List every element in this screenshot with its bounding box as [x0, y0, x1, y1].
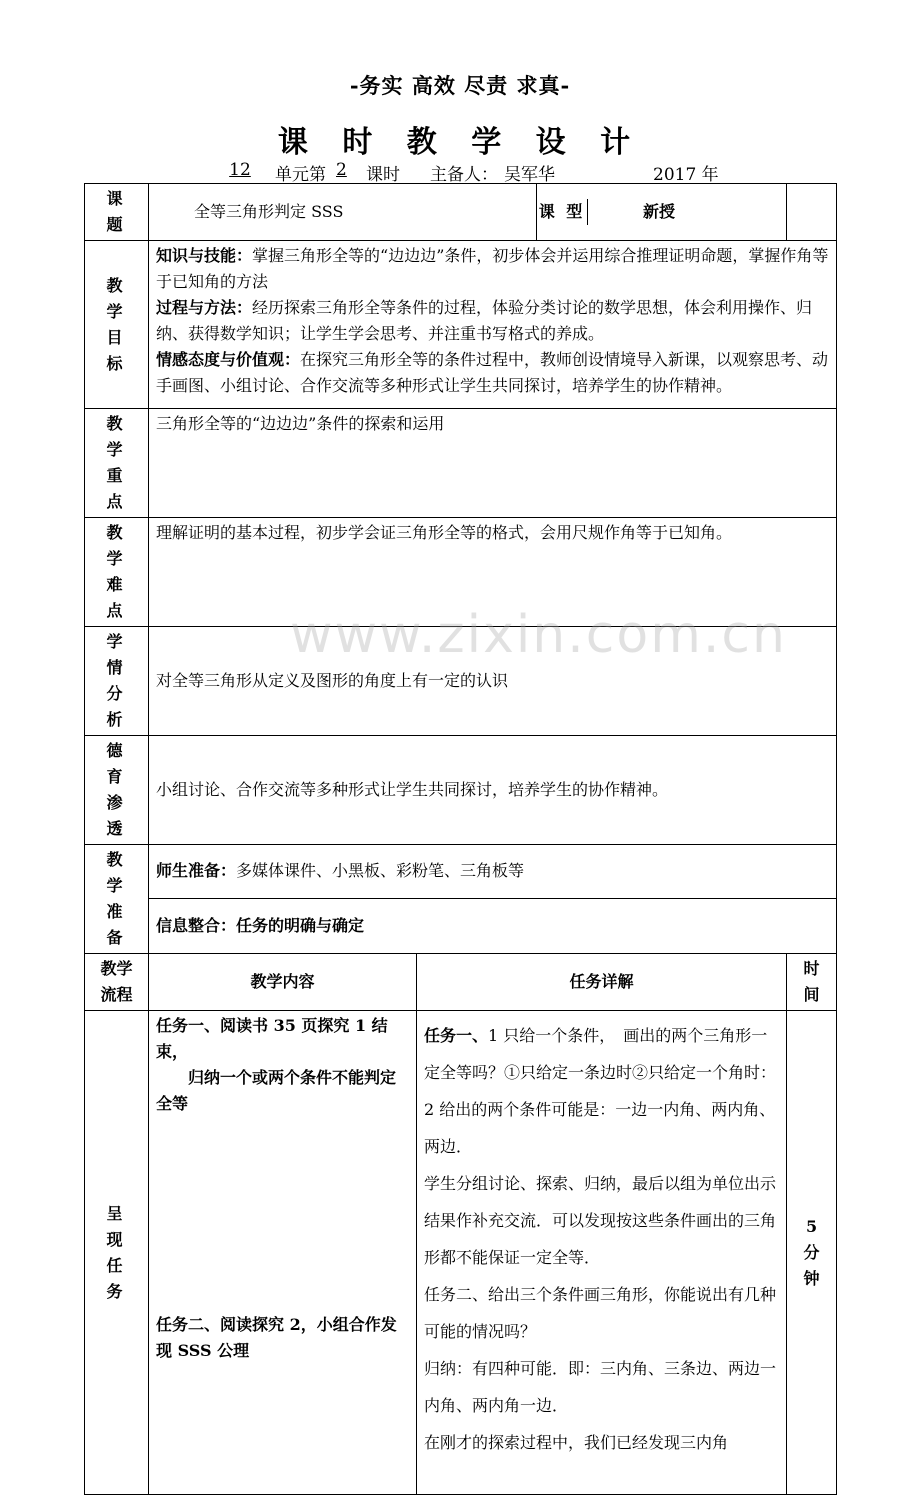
key-point-row	[85, 409, 837, 518]
preparation-row-2	[85, 898, 837, 953]
unit-label: 单元第	[275, 165, 326, 185]
flow-header-label: 教学 流程	[85, 954, 149, 1011]
stage-label: 呈 现 任 务	[85, 1011, 149, 1495]
moral-label: 德 育 渗 透	[85, 736, 149, 845]
integration-cell	[149, 898, 837, 953]
task1-title: 任务一、阅读书 35 页探究 1 结束，	[156, 1016, 388, 1061]
materials-cell	[149, 845, 837, 899]
detail-p3: 学生分组讨论、探索、归纳，最后以组为单位出示结果作补充交流．可以发现按这些条件画出的三角形都不能保证一定全等．	[424, 1174, 777, 1267]
detail-p5: 归纳：有四种可能．即：三内角、三条边、两边一内角、两内角一边．	[424, 1359, 777, 1415]
difficulty-label: 教 学 难 点	[85, 518, 149, 627]
knowledge-label: 知识与技能：	[156, 246, 253, 265]
year: 2017 年	[653, 165, 719, 185]
difficulty-row	[85, 518, 837, 627]
detail-p6: 在刚才的探索过程中，我们已经发现三内角	[424, 1433, 729, 1452]
lesson-plan-table	[84, 183, 837, 1495]
watermark: www.zixin.com.cn	[290, 605, 787, 665]
preparation-label: 教 学 准 备	[85, 845, 149, 954]
detail-p2: 2 给出的两个条件可能是：一边一内角、两内角、两边．	[424, 1100, 776, 1156]
content-header: 教学内容	[149, 954, 417, 1011]
objectives-row	[85, 241, 837, 409]
integration-label: 信息整合：	[156, 915, 237, 935]
student-analysis-text: 对全等三角形从定义及图形的角度上有一定的认识	[149, 627, 837, 736]
task-content-cell	[149, 1011, 417, 1495]
process-text: 经历探索三角形全等条件的过程，体验分类讨论的数学思想，体会利用操作、归纳、获得数学知识；让学生学会思考、并注重书写格式的养成。	[156, 298, 813, 343]
task1-note: 归纳一个或两个条件不能判定全等	[156, 1068, 397, 1113]
task2-title: 任务二、阅读探究 2，小组合作发现 SSS 公理	[156, 1315, 397, 1360]
moral-row	[85, 736, 837, 845]
detail-p4: 任务二、给出三个条件画三角形，你能说出有几种可能的情况吗？	[424, 1285, 777, 1341]
objectives-content	[149, 241, 837, 409]
materials-text: 多媒体课件、小黑板、彩粉笔、三角板等	[236, 861, 525, 881]
key-point-text: 三角形全等的“边边边”条件的探索和运用	[149, 409, 837, 518]
difficulty-text: 理解证明的基本过程，初步学会证三角形全等的格式，会用尺规作角等于已知角。	[149, 518, 837, 627]
preparer-name: 吴军华	[504, 165, 555, 185]
lesson-number: 2	[336, 160, 347, 180]
flow-header-row	[85, 954, 837, 1011]
motto-header: -务实 高效 尽责 求真-	[349, 73, 571, 98]
topic-row	[85, 184, 837, 241]
moral-text: 小组讨论、合作交流等多种形式让学生共同探讨，培养学生的协作精神。	[149, 736, 837, 845]
key-point-label: 教 学 重 点	[85, 409, 149, 518]
student-analysis-label: 学 情 分 析	[85, 627, 149, 736]
unit-number: 12	[229, 160, 251, 180]
student-analysis-row	[85, 627, 837, 736]
lesson-label: 课时	[366, 165, 400, 185]
attitude-text: 在探究三角形全等的条件过程中，教师创设情境导入新课，以观察思考、动手画图、小组讨论、合作交流等多种形式让学生共同探讨，培养学生的协作精神。	[156, 350, 829, 395]
flow-row	[85, 1011, 837, 1495]
attitude-label: 情感态度与价值观：	[156, 350, 301, 369]
type-label: 课 型	[537, 199, 588, 225]
knowledge-text: 掌握三角形全等的“边边边”条件，初步体会并运用综合推理证明命题，掌握作角等于已知角的方法	[156, 246, 829, 291]
process-label: 过程与方法：	[156, 298, 253, 317]
preparer-label: 主备人：	[430, 165, 498, 185]
topic-value: 全等三角形判定 SSS	[149, 184, 537, 241]
detail-p1: 1 只给一个条件， 画出的两个三角形一定全等吗？①只给定一条边时②只给定一个角时：	[424, 1026, 777, 1082]
objectives-label: 教 学 目 标	[85, 241, 149, 409]
task-detail-cell	[417, 1011, 787, 1495]
time-value: 5 分 钟	[787, 1011, 837, 1495]
document-title: 课 时 教 学 设 计	[277, 125, 643, 160]
preparation-row-1	[85, 845, 837, 899]
topic-label: 课 题	[85, 184, 149, 241]
integration-text: 任务的明确与确定	[236, 915, 365, 935]
materials-label: 师生准备：	[156, 861, 237, 881]
detail-header: 任务详解	[417, 954, 787, 1011]
time-header: 时 间	[787, 954, 837, 1011]
detail-task1-label: 任务一、	[424, 1026, 489, 1045]
type-value: 新授	[643, 202, 676, 221]
